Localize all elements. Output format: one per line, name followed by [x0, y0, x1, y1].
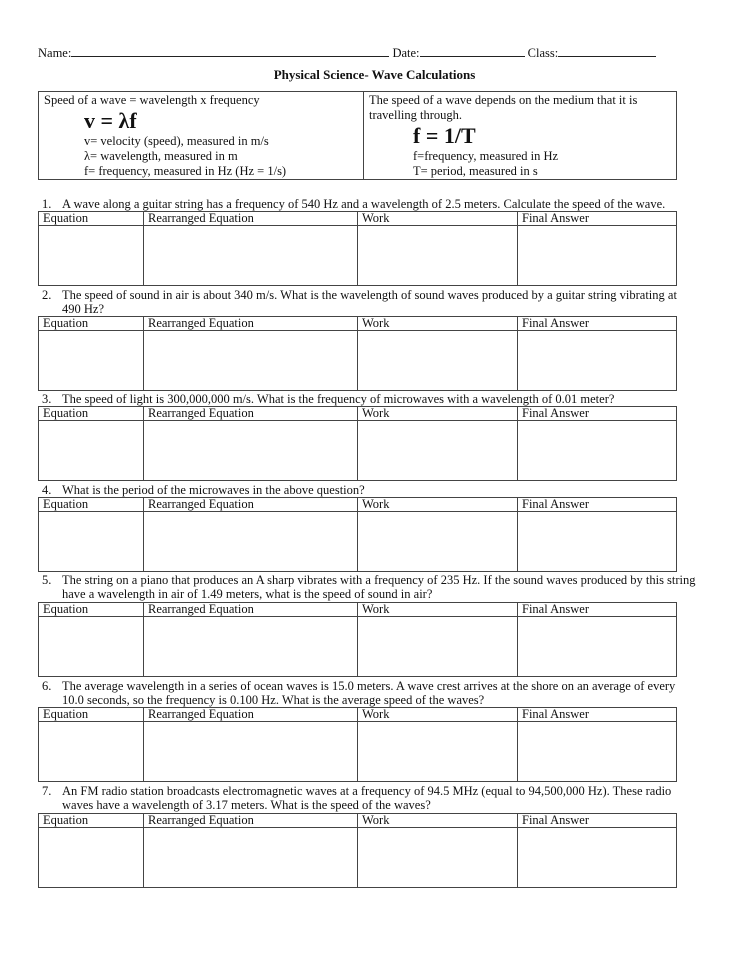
final-answer-cell[interactable] — [518, 617, 676, 676]
column-header-equation: Equation — [39, 603, 144, 617]
definition: f= frequency, measured in Hz (Hz = 1/s) — [84, 164, 287, 178]
answer-table-2 — [38, 316, 677, 391]
column-header-work: Work — [358, 498, 518, 512]
rearranged-equation-cell[interactable] — [144, 722, 358, 781]
final-answer-cell[interactable] — [518, 828, 676, 887]
column-header-final-answer: Final Answer — [518, 317, 676, 331]
definition: v= velocity (speed), measured in m/s — [84, 134, 269, 148]
final-answer-cell[interactable] — [518, 722, 676, 781]
wave-speed-formula: v = λf — [84, 108, 137, 133]
formula-box — [38, 91, 677, 180]
class-field[interactable] — [558, 44, 656, 57]
work-cell[interactable] — [358, 421, 518, 480]
column-header-rearranged-equation: Rearranged Equation — [144, 212, 358, 226]
column-header-rearranged-equation: Rearranged Equation — [144, 603, 358, 617]
equation-cell[interactable] — [39, 512, 144, 571]
definition: λ= wavelength, measured in m — [84, 149, 238, 163]
question-1 — [38, 197, 698, 211]
question-number: 6. — [42, 679, 52, 693]
column-header-final-answer: Final Answer — [518, 814, 676, 828]
definition: T= period, measured in s — [413, 164, 538, 178]
equation-cell[interactable] — [39, 421, 144, 480]
work-cell[interactable] — [358, 512, 518, 571]
column-header-rearranged-equation: Rearranged Equation — [144, 814, 358, 828]
column-header-work: Work — [358, 407, 518, 421]
work-cell[interactable] — [358, 226, 518, 285]
question-number: 4. — [42, 483, 52, 497]
frequency-formula: f = 1/T — [413, 123, 476, 148]
question-number: 5. — [42, 573, 52, 587]
column-header-equation: Equation — [39, 498, 144, 512]
student-info-header — [38, 44, 678, 61]
question-4 — [38, 483, 698, 497]
question-number: 2. — [42, 288, 52, 302]
column-header-final-answer: Final Answer — [518, 212, 676, 226]
page-title: Physical Science- Wave Calculations — [273, 67, 476, 82]
date-field[interactable] — [420, 44, 525, 57]
work-cell[interactable] — [358, 617, 518, 676]
answer-table-3 — [38, 406, 677, 481]
rearranged-equation-cell[interactable] — [144, 331, 358, 390]
column-header-work: Work — [358, 212, 518, 226]
equation-cell[interactable] — [39, 617, 144, 676]
question-7 — [38, 784, 698, 812]
frequency-panel — [364, 92, 676, 179]
equation-cell[interactable] — [39, 828, 144, 887]
name-label: Name: — [38, 46, 72, 60]
column-header-work: Work — [358, 814, 518, 828]
final-answer-cell[interactable] — [518, 421, 676, 480]
column-header-rearranged-equation: Rearranged Equation — [144, 708, 358, 722]
question-5 — [38, 573, 698, 601]
answer-table-1 — [38, 211, 677, 286]
name-field[interactable] — [71, 44, 389, 57]
final-answer-cell[interactable] — [518, 226, 676, 285]
rearranged-equation-cell[interactable] — [144, 226, 358, 285]
question-text: A wave along a guitar string has a frequency of 540 Hz and a wavelength of 2.5 meters. Calculate the speed of the wave. — [62, 197, 666, 211]
wave-speed-panel — [39, 92, 364, 179]
question-number: 7. — [42, 784, 52, 798]
question-text: The string on a piano that produces an A sharp vibrates with a frequency of 235 Hz. If the sound waves produced by this string have a wavelength in air of 1.49 meters, what is the speed of sound in air? — [62, 573, 696, 601]
column-header-rearranged-equation: Rearranged Equation — [144, 407, 358, 421]
rearranged-equation-cell[interactable] — [144, 421, 358, 480]
column-header-rearranged-equation: Rearranged Equation — [144, 317, 358, 331]
column-header-work: Work — [358, 603, 518, 617]
question-3 — [38, 392, 698, 406]
final-answer-cell[interactable] — [518, 512, 676, 571]
column-header-rearranged-equation: Rearranged Equation — [144, 498, 358, 512]
question-text: The speed of light is 300,000,000 m/s. What is the frequency of microwaves with a wavelength of 0.01 meter? — [62, 392, 615, 406]
column-header-final-answer: Final Answer — [518, 498, 676, 512]
rearranged-equation-cell[interactable] — [144, 512, 358, 571]
equation-cell[interactable] — [39, 331, 144, 390]
column-header-final-answer: Final Answer — [518, 708, 676, 722]
equation-cell[interactable] — [39, 722, 144, 781]
column-header-equation: Equation — [39, 407, 144, 421]
work-cell[interactable] — [358, 722, 518, 781]
definition: f=frequency, measured in Hz — [413, 149, 559, 163]
answer-table-4 — [38, 497, 677, 572]
column-header-equation: Equation — [39, 317, 144, 331]
question-2 — [38, 288, 698, 316]
answer-table-5 — [38, 602, 677, 677]
work-cell[interactable] — [358, 828, 518, 887]
question-text: An FM radio station broadcasts electromagnetic waves at a frequency of 94.5 MHz (equal to 94,500,000 Hz). These radio waves have a wavelength of 3.17 meters. What is the speed of the waves? — [62, 784, 672, 812]
column-header-equation: Equation — [39, 708, 144, 722]
frequency-intro: The speed of a wave depends on the medium that it is travelling through. — [369, 93, 638, 122]
question-text: The speed of sound in air is about 340 m/s. What is the wavelength of sound waves produced by a guitar string vibrating at 490 Hz? — [62, 288, 677, 316]
date-label: Date: — [392, 46, 420, 60]
column-header-final-answer: Final Answer — [518, 603, 676, 617]
column-header-work: Work — [358, 708, 518, 722]
question-text: The average wavelength in a series of ocean waves is 15.0 meters. A wave crest arrives at the shore on an average of every 10.0 seconds, so the frequency is 0.100 Hz. What is the average speed of the waves? — [62, 679, 676, 707]
final-answer-cell[interactable] — [518, 331, 676, 390]
class-label: Class: — [527, 46, 559, 60]
question-number: 3. — [42, 392, 52, 406]
rearranged-equation-cell[interactable] — [144, 617, 358, 676]
answer-table-6 — [38, 707, 677, 782]
question-6 — [38, 679, 698, 707]
question-number: 1. — [42, 197, 52, 211]
column-header-work: Work — [358, 317, 518, 331]
column-header-final-answer: Final Answer — [518, 407, 676, 421]
rearranged-equation-cell[interactable] — [144, 828, 358, 887]
question-text: What is the period of the microwaves in the above question? — [62, 483, 365, 497]
column-header-equation: Equation — [39, 212, 144, 226]
answer-table-7 — [38, 813, 677, 888]
work-cell[interactable] — [358, 331, 518, 390]
wave-speed-intro: Speed of a wave = wavelength x frequency — [44, 93, 260, 107]
column-header-equation: Equation — [39, 814, 144, 828]
equation-cell[interactable] — [39, 226, 144, 285]
